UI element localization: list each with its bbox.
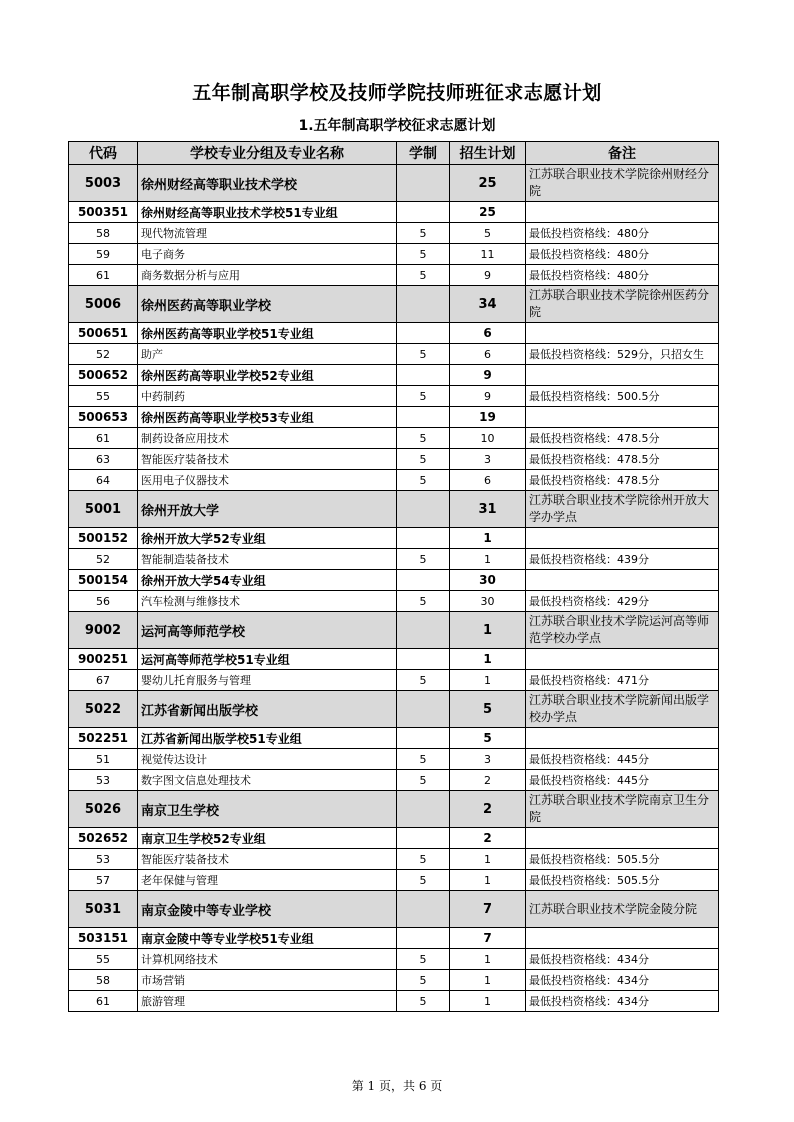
cell-years: 5 bbox=[397, 265, 450, 286]
cell-note: 最低投档资格线：478.5分 bbox=[526, 449, 719, 470]
cell-plan: 2 bbox=[450, 791, 526, 828]
cell-years: 5 bbox=[397, 970, 450, 991]
cell-code: 5022 bbox=[69, 691, 138, 728]
cell-name: 计算机网络技术 bbox=[138, 949, 397, 970]
cell-note bbox=[526, 407, 719, 428]
cell-name: 商务数据分析与应用 bbox=[138, 265, 397, 286]
major-row bbox=[69, 386, 719, 407]
cell-code: 55 bbox=[69, 386, 138, 407]
cell-years bbox=[397, 202, 450, 223]
cell-plan: 1 bbox=[450, 949, 526, 970]
cell-code: 64 bbox=[69, 470, 138, 491]
table-header-row bbox=[69, 142, 719, 165]
cell-years: 5 bbox=[397, 449, 450, 470]
header-code: 代码 bbox=[69, 142, 138, 165]
cell-years: 5 bbox=[397, 223, 450, 244]
cell-years: 5 bbox=[397, 470, 450, 491]
cell-note: 最低投档资格线：429分 bbox=[526, 591, 719, 612]
cell-code: 502652 bbox=[69, 828, 138, 849]
cell-name: 徐州财经高等职业技术学校 bbox=[138, 165, 397, 202]
cell-plan: 9 bbox=[450, 265, 526, 286]
cell-plan: 9 bbox=[450, 386, 526, 407]
cell-years: 5 bbox=[397, 991, 450, 1012]
cell-note bbox=[526, 649, 719, 670]
header-plan: 招生计划 bbox=[450, 142, 526, 165]
cell-code: 56 bbox=[69, 591, 138, 612]
cell-note: 江苏联合职业技术学院金陵分院 bbox=[526, 891, 719, 928]
cell-code: 503151 bbox=[69, 928, 138, 949]
major-row bbox=[69, 970, 719, 991]
cell-name: 老年保健与管理 bbox=[138, 870, 397, 891]
cell-plan: 7 bbox=[450, 928, 526, 949]
cell-code: 500652 bbox=[69, 365, 138, 386]
cell-note: 最低投档资格线：445分 bbox=[526, 770, 719, 791]
cell-name: 运河高等师范学校 bbox=[138, 612, 397, 649]
header-note: 备注 bbox=[526, 142, 719, 165]
cell-years: 5 bbox=[397, 344, 450, 365]
school-row bbox=[69, 691, 719, 728]
cell-plan: 5 bbox=[450, 691, 526, 728]
cell-plan: 3 bbox=[450, 749, 526, 770]
cell-code: 5026 bbox=[69, 791, 138, 828]
cell-note: 最低投档资格线：471分 bbox=[526, 670, 719, 691]
major-row bbox=[69, 223, 719, 244]
cell-years bbox=[397, 286, 450, 323]
cell-note bbox=[526, 928, 719, 949]
cell-name: 南京金陵中等专业学校 bbox=[138, 891, 397, 928]
major-row bbox=[69, 549, 719, 570]
cell-plan: 1 bbox=[450, 849, 526, 870]
cell-code: 59 bbox=[69, 244, 138, 265]
cell-code: 52 bbox=[69, 549, 138, 570]
cell-name: 智能医疗装备技术 bbox=[138, 849, 397, 870]
cell-name: 徐州开放大学 bbox=[138, 491, 397, 528]
cell-plan: 30 bbox=[450, 591, 526, 612]
cell-code: 63 bbox=[69, 449, 138, 470]
cell-note: 最低投档资格线：445分 bbox=[526, 749, 719, 770]
cell-code: 58 bbox=[69, 970, 138, 991]
cell-code: 53 bbox=[69, 849, 138, 870]
cell-code: 55 bbox=[69, 949, 138, 970]
cell-plan: 3 bbox=[450, 449, 526, 470]
cell-plan: 19 bbox=[450, 407, 526, 428]
school-row bbox=[69, 891, 719, 928]
major-row bbox=[69, 449, 719, 470]
cell-note: 最低投档资格线：500.5分 bbox=[526, 386, 719, 407]
major-row bbox=[69, 428, 719, 449]
cell-note: 江苏联合职业技术学院新闻出版学校办学点 bbox=[526, 691, 719, 728]
cell-years bbox=[397, 528, 450, 549]
cell-years bbox=[397, 891, 450, 928]
page-title: 五年制高职学校及技师学院技师班征求志愿计划 bbox=[192, 82, 602, 104]
cell-code: 52 bbox=[69, 344, 138, 365]
cell-plan: 2 bbox=[450, 770, 526, 791]
cell-name: 徐州医药高等职业学校51专业组 bbox=[138, 323, 397, 344]
cell-note: 江苏联合职业技术学院运河高等师范学校办学点 bbox=[526, 612, 719, 649]
cell-note: 最低投档资格线：505.5分 bbox=[526, 870, 719, 891]
page-footer: 第 1 页，共 6 页 bbox=[351, 1079, 443, 1093]
cell-name: 徐州医药高等职业学校52专业组 bbox=[138, 365, 397, 386]
cell-name: 现代物流管理 bbox=[138, 223, 397, 244]
cell-name: 制药设备应用技术 bbox=[138, 428, 397, 449]
table-body bbox=[69, 165, 719, 1012]
cell-code: 9002 bbox=[69, 612, 138, 649]
cell-years bbox=[397, 691, 450, 728]
group-row bbox=[69, 570, 719, 591]
major-row bbox=[69, 770, 719, 791]
cell-plan: 1 bbox=[450, 649, 526, 670]
major-row bbox=[69, 849, 719, 870]
cell-plan: 1 bbox=[450, 528, 526, 549]
cell-note: 江苏联合职业技术学院徐州医药分院 bbox=[526, 286, 719, 323]
cell-years: 5 bbox=[397, 849, 450, 870]
cell-name: 汽车检测与维修技术 bbox=[138, 591, 397, 612]
major-row bbox=[69, 244, 719, 265]
cell-plan: 5 bbox=[450, 728, 526, 749]
cell-years: 5 bbox=[397, 428, 450, 449]
cell-years bbox=[397, 407, 450, 428]
cell-name: 徐州开放大学52专业组 bbox=[138, 528, 397, 549]
major-row bbox=[69, 749, 719, 770]
major-row bbox=[69, 949, 719, 970]
major-row bbox=[69, 670, 719, 691]
cell-name: 中药制药 bbox=[138, 386, 397, 407]
school-row bbox=[69, 165, 719, 202]
cell-code: 57 bbox=[69, 870, 138, 891]
cell-plan: 6 bbox=[450, 323, 526, 344]
cell-note: 最低投档资格线：478.5分 bbox=[526, 470, 719, 491]
cell-plan: 5 bbox=[450, 223, 526, 244]
cell-plan: 1 bbox=[450, 991, 526, 1012]
group-row bbox=[69, 323, 719, 344]
cell-years bbox=[397, 365, 450, 386]
cell-code: 61 bbox=[69, 428, 138, 449]
cell-note: 最低投档资格线：439分 bbox=[526, 549, 719, 570]
cell-years: 5 bbox=[397, 244, 450, 265]
cell-code: 61 bbox=[69, 991, 138, 1012]
cell-code: 67 bbox=[69, 670, 138, 691]
cell-name: 婴幼儿托育服务与管理 bbox=[138, 670, 397, 691]
cell-code: 500651 bbox=[69, 323, 138, 344]
school-row bbox=[69, 286, 719, 323]
cell-code: 900251 bbox=[69, 649, 138, 670]
cell-code: 5031 bbox=[69, 891, 138, 928]
cell-years bbox=[397, 570, 450, 591]
cell-name: 数字图文信息处理技术 bbox=[138, 770, 397, 791]
group-row bbox=[69, 407, 719, 428]
group-row bbox=[69, 528, 719, 549]
cell-note: 最低投档资格线：434分 bbox=[526, 991, 719, 1012]
cell-name: 电子商务 bbox=[138, 244, 397, 265]
cell-years bbox=[397, 165, 450, 202]
cell-note: 江苏联合职业技术学院徐州开放大学办学点 bbox=[526, 491, 719, 528]
cell-years: 5 bbox=[397, 949, 450, 970]
cell-years bbox=[397, 491, 450, 528]
cell-note: 最低投档资格线：505.5分 bbox=[526, 849, 719, 870]
cell-note bbox=[526, 528, 719, 549]
cell-plan: 30 bbox=[450, 570, 526, 591]
cell-note: 最低投档资格线：478.5分 bbox=[526, 428, 719, 449]
cell-plan: 9 bbox=[450, 365, 526, 386]
cell-years bbox=[397, 928, 450, 949]
school-row bbox=[69, 791, 719, 828]
header-years: 学制 bbox=[397, 142, 450, 165]
cell-years: 5 bbox=[397, 591, 450, 612]
cell-name: 徐州医药高等职业学校53专业组 bbox=[138, 407, 397, 428]
cell-note: 最低投档资格线：480分 bbox=[526, 265, 719, 286]
cell-years: 5 bbox=[397, 549, 450, 570]
cell-name: 江苏省新闻出版学校51专业组 bbox=[138, 728, 397, 749]
cell-code: 51 bbox=[69, 749, 138, 770]
cell-name: 南京卫生学校 bbox=[138, 791, 397, 828]
major-row bbox=[69, 344, 719, 365]
cell-years bbox=[397, 612, 450, 649]
cell-years: 5 bbox=[397, 670, 450, 691]
cell-code: 502251 bbox=[69, 728, 138, 749]
cell-code: 53 bbox=[69, 770, 138, 791]
cell-plan: 7 bbox=[450, 891, 526, 928]
cell-name: 市场营销 bbox=[138, 970, 397, 991]
cell-plan: 1 bbox=[450, 612, 526, 649]
major-row bbox=[69, 265, 719, 286]
cell-plan: 1 bbox=[450, 549, 526, 570]
section-title: 1.五年制高职学校征求志愿计划 bbox=[298, 118, 496, 134]
cell-years bbox=[397, 323, 450, 344]
cell-years: 5 bbox=[397, 870, 450, 891]
major-row bbox=[69, 991, 719, 1012]
admission-plan-table bbox=[68, 141, 719, 1012]
cell-plan: 1 bbox=[450, 970, 526, 991]
cell-name: 视觉传达设计 bbox=[138, 749, 397, 770]
cell-name: 江苏省新闻出版学校 bbox=[138, 691, 397, 728]
cell-plan: 25 bbox=[450, 165, 526, 202]
cell-note: 最低投档资格线：529分，只招女生 bbox=[526, 344, 719, 365]
group-row bbox=[69, 202, 719, 223]
cell-plan: 6 bbox=[450, 344, 526, 365]
cell-years: 5 bbox=[397, 749, 450, 770]
cell-note: 最低投档资格线：480分 bbox=[526, 244, 719, 265]
cell-note bbox=[526, 323, 719, 344]
cell-note: 江苏联合职业技术学院徐州财经分院 bbox=[526, 165, 719, 202]
cell-plan: 25 bbox=[450, 202, 526, 223]
cell-code: 61 bbox=[69, 265, 138, 286]
cell-note bbox=[526, 202, 719, 223]
school-row bbox=[69, 491, 719, 528]
cell-name: 智能制造装备技术 bbox=[138, 549, 397, 570]
cell-name: 医用电子仪器技术 bbox=[138, 470, 397, 491]
cell-name: 运河高等师范学校51专业组 bbox=[138, 649, 397, 670]
cell-plan: 31 bbox=[450, 491, 526, 528]
cell-plan: 11 bbox=[450, 244, 526, 265]
cell-code: 5003 bbox=[69, 165, 138, 202]
cell-note: 最低投档资格线：434分 bbox=[526, 970, 719, 991]
group-row bbox=[69, 728, 719, 749]
cell-note: 最低投档资格线：480分 bbox=[526, 223, 719, 244]
cell-plan: 2 bbox=[450, 828, 526, 849]
cell-note: 江苏联合职业技术学院南京卫生分院 bbox=[526, 791, 719, 828]
cell-years bbox=[397, 791, 450, 828]
group-row bbox=[69, 928, 719, 949]
cell-name: 徐州医药高等职业学校 bbox=[138, 286, 397, 323]
cell-years: 5 bbox=[397, 770, 450, 791]
cell-code: 500154 bbox=[69, 570, 138, 591]
cell-note bbox=[526, 365, 719, 386]
cell-name: 南京卫生学校52专业组 bbox=[138, 828, 397, 849]
group-row bbox=[69, 649, 719, 670]
major-row bbox=[69, 870, 719, 891]
cell-years bbox=[397, 728, 450, 749]
major-row bbox=[69, 470, 719, 491]
header-name: 学校专业分组及专业名称 bbox=[138, 142, 397, 165]
cell-plan: 34 bbox=[450, 286, 526, 323]
cell-note bbox=[526, 728, 719, 749]
cell-note bbox=[526, 570, 719, 591]
cell-note bbox=[526, 828, 719, 849]
cell-name: 旅游管理 bbox=[138, 991, 397, 1012]
cell-plan: 10 bbox=[450, 428, 526, 449]
group-row bbox=[69, 365, 719, 386]
cell-name: 徐州财经高等职业技术学校51专业组 bbox=[138, 202, 397, 223]
cell-plan: 1 bbox=[450, 870, 526, 891]
group-row bbox=[69, 828, 719, 849]
cell-years bbox=[397, 649, 450, 670]
cell-years bbox=[397, 828, 450, 849]
cell-code: 58 bbox=[69, 223, 138, 244]
cell-plan: 6 bbox=[450, 470, 526, 491]
cell-code: 500152 bbox=[69, 528, 138, 549]
cell-name: 助产 bbox=[138, 344, 397, 365]
school-row bbox=[69, 612, 719, 649]
cell-code: 5001 bbox=[69, 491, 138, 528]
cell-code: 5006 bbox=[69, 286, 138, 323]
cell-years: 5 bbox=[397, 386, 450, 407]
cell-name: 南京金陵中等专业学校51专业组 bbox=[138, 928, 397, 949]
cell-name: 智能医疗装备技术 bbox=[138, 449, 397, 470]
cell-plan: 1 bbox=[450, 670, 526, 691]
cell-code: 500351 bbox=[69, 202, 138, 223]
cell-code: 500653 bbox=[69, 407, 138, 428]
major-row bbox=[69, 591, 719, 612]
cell-name: 徐州开放大学54专业组 bbox=[138, 570, 397, 591]
cell-note: 最低投档资格线：434分 bbox=[526, 949, 719, 970]
